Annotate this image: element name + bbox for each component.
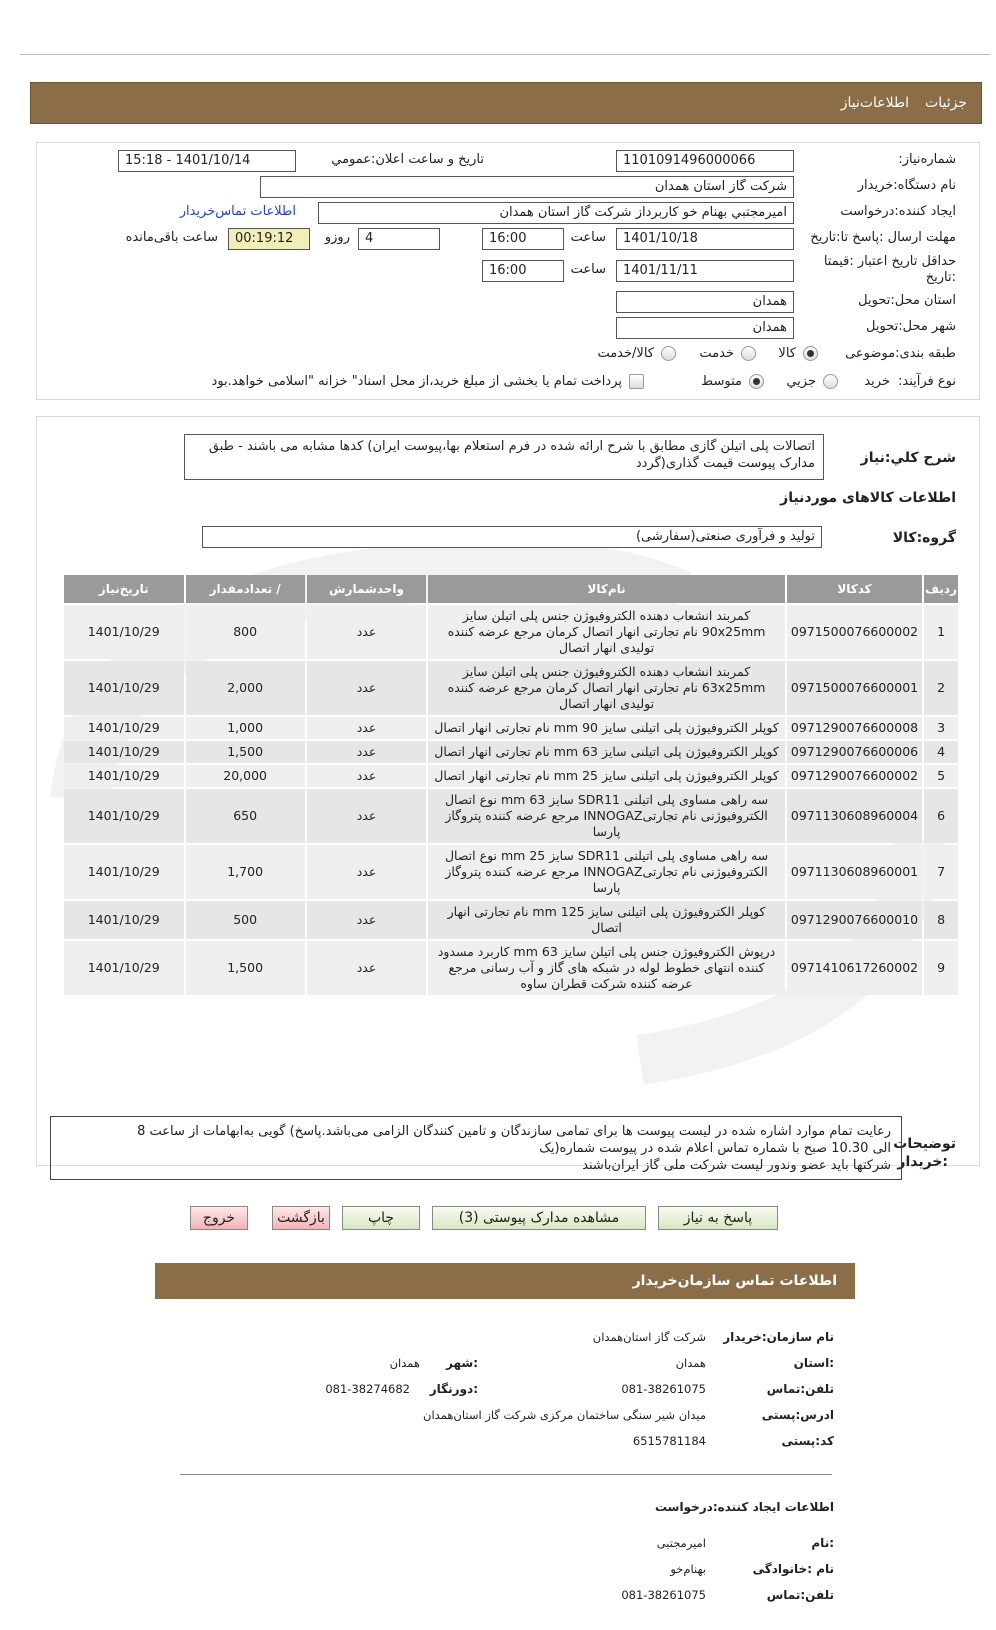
creator-phone-value: 081-38261075 bbox=[621, 1588, 706, 1602]
need-number-label: شماره‌نیاز: bbox=[898, 152, 956, 167]
table-header-row bbox=[64, 575, 958, 603]
col-name: نام‌کالا bbox=[428, 575, 785, 603]
cell-unit: عدد bbox=[307, 605, 426, 659]
cell-unit: عدد bbox=[307, 789, 426, 843]
creator-family-value: بهنام‌خو bbox=[670, 1562, 706, 1576]
cell-code: 0971290076600010 bbox=[787, 901, 922, 939]
cell-name: کوپلر الکتروفیوژن پلی اتیلنی سایز 25 mm نام تجارتی انهار اتصال bbox=[428, 765, 785, 787]
postal-label: کد‌:پستی bbox=[781, 1434, 834, 1448]
category-label: طبقه بندی‌:موضوعی bbox=[845, 346, 956, 361]
cell-unit: عدد bbox=[307, 741, 426, 763]
cell-row-number: 5 bbox=[924, 765, 958, 787]
col-date: تاریخ‌نیاز bbox=[64, 575, 184, 603]
creator-info-title: اطلاعات ایجاد کننده‌:درخواست bbox=[654, 1500, 834, 1514]
notes-line-3: شرکتها بايد عضو وندور ليست شرکت ملی گاز ايران‌باشند bbox=[582, 1158, 891, 1173]
cell-qty: 2,000 bbox=[186, 661, 305, 715]
cell-qty: 1,500 bbox=[186, 941, 305, 995]
notes-label: توضیحات bbox=[893, 1136, 956, 1152]
deadline-label: مهلت ارسال ‌:پاسخ تا‌:تاریخ bbox=[810, 230, 956, 245]
creator-name-label: :نام bbox=[811, 1536, 834, 1550]
need-number-field: 1101091496000066 bbox=[616, 150, 794, 172]
back-button[interactable]: بازگشت bbox=[272, 1206, 330, 1230]
notes-label-2: :خریدار bbox=[897, 1154, 948, 1170]
remaining-time-field: 00:19:12 bbox=[228, 228, 310, 250]
category-goods-service-label: کالا/خدمت bbox=[597, 346, 654, 361]
category-goods-radio[interactable] bbox=[803, 346, 818, 361]
fax-label: :دورنگار bbox=[429, 1382, 478, 1396]
cell-name: کوپلر الکتروفیوژن پلی اتیلنی سایز 90 mm نام تجارتی انهار اتصال bbox=[428, 717, 785, 739]
creator-name-value: اميرمجتبی bbox=[656, 1536, 706, 1550]
buyer-contact-link[interactable]: اطلاعات تماس‌خریدار bbox=[179, 204, 296, 219]
notes-line-1: رعايت تمام موارد اشاره شده در ليست پيوست ها برای تمامی سازندگان و تامين کنندگان الزامی می‌باشد.پاسخ) گويی به‌ابهامات از ساعت 8 bbox=[137, 1124, 891, 1139]
exit-button[interactable]: خروج bbox=[190, 1206, 248, 1230]
cell-code: 0971130608960004 bbox=[787, 789, 922, 843]
table-row bbox=[64, 741, 958, 763]
cell-unit: عدد bbox=[307, 717, 426, 739]
cell-name: سه راهی مساوی پلی اتیلنی SDR11 سایز 63 mm نوع اتصال الکتروفیوژنی نام تجارتیINNOGAZ مرجع عرضه کننده پتروگاز پارسا bbox=[428, 789, 785, 843]
goods-info-title: اطلاعات کالاهای موردنیاز bbox=[780, 490, 956, 506]
cell-date: 1401/10/29 bbox=[64, 845, 184, 899]
cell-row-number: 1 bbox=[924, 605, 958, 659]
print-button[interactable]: چاپ bbox=[342, 1206, 420, 1230]
cell-row-number: 6 bbox=[924, 789, 958, 843]
province-contact-value: همدان bbox=[675, 1356, 706, 1370]
treasury-payment-checkbox[interactable] bbox=[629, 374, 644, 389]
process-label: نوع فرآیند‌: bbox=[898, 374, 956, 389]
table-row bbox=[64, 661, 958, 715]
address-value: ميدان شير سنگی ساختمان مرکزی شرکت گاز استان‌همدان bbox=[423, 1408, 706, 1422]
validity-time-label: ساعت bbox=[570, 262, 606, 277]
city-contact-value: همدان bbox=[389, 1356, 420, 1370]
reply-button[interactable]: پاسخ به نیاز bbox=[658, 1206, 778, 1230]
summary-line-1: اتصالات پلی اتيلن گازی مطابق با شرح ارائه شده در فرم استعلام بها،پيوست ايران) کدها مشابه می باشند - طبق bbox=[208, 439, 815, 454]
validity-label: حداقل تاریخ اعتبار ‌:قیمتا bbox=[823, 254, 956, 269]
size-medium-label: متوسط bbox=[701, 374, 742, 389]
table-row bbox=[64, 789, 958, 843]
category-service-radio[interactable] bbox=[741, 346, 756, 361]
process-value: خرید bbox=[864, 374, 890, 389]
address-label: ادرس‌:پستی bbox=[761, 1408, 834, 1422]
cell-date: 1401/10/29 bbox=[64, 661, 184, 715]
col-unit: واحدشمارش bbox=[307, 575, 426, 603]
creator-label: ایجاد کننده‌:درخواست bbox=[840, 204, 956, 219]
cell-unit: عدد bbox=[307, 941, 426, 995]
org-label: نام سازمان‌:خریدار bbox=[723, 1330, 834, 1344]
city-field: همدان bbox=[616, 317, 794, 339]
cell-row-number: 2 bbox=[924, 661, 958, 715]
validity-date-field: 1401/11/11 bbox=[616, 260, 794, 282]
buyer-field: شركت گاز استان همدان bbox=[260, 176, 794, 198]
treasury-payment-text: پرداخت تمام یا بخشی از مبلغ خرید،از محل اسناد" خزانه "اسلامی خواهد.بود bbox=[211, 374, 622, 389]
cell-unit: عدد bbox=[307, 845, 426, 899]
table-row bbox=[64, 765, 958, 787]
summary-line-2: مدارک پيوست قيمت گذاری(گردد bbox=[635, 456, 815, 471]
cell-code: 0971500076600002 bbox=[787, 605, 922, 659]
cell-date: 1401/10/29 bbox=[64, 941, 184, 995]
cell-code: 0971130608960001 bbox=[787, 845, 922, 899]
cell-row-number: 7 bbox=[924, 845, 958, 899]
remaining-label: ساعت باقی‌مانده bbox=[125, 230, 218, 245]
table-row bbox=[64, 941, 958, 995]
cell-name: کمربند انشعاب دهنده الکتروفیوژن جنس پلی اتیلن سایز 63x25mm نام تجارتی انهار اتصال کرمان مرجع عرضه کننده تولیدی انهار اتصال bbox=[428, 661, 785, 715]
city-contact-label: :شهر bbox=[446, 1356, 478, 1370]
cell-qty: 500 bbox=[186, 901, 305, 939]
cell-code: 0971500076600001 bbox=[787, 661, 922, 715]
tab-need-info[interactable]: اطلاعات‌نیاز bbox=[840, 95, 910, 111]
goods-table bbox=[62, 573, 960, 997]
page-header bbox=[30, 82, 982, 124]
cell-qty: 1,000 bbox=[186, 717, 305, 739]
cell-qty: 20,000 bbox=[186, 765, 305, 787]
announce-label: تاریخ و ساعت اعلان‌:عمومي bbox=[331, 152, 484, 167]
deadline-date-field: 1401/10/18 bbox=[616, 228, 794, 250]
cell-qty: 1,700 bbox=[186, 845, 305, 899]
creator-family-label: نام ‌:خانوادگی bbox=[752, 1562, 834, 1576]
table-row bbox=[64, 717, 958, 739]
postal-value: 6515781184 bbox=[632, 1434, 706, 1448]
cell-name: کوپلر الکتروفیوژن پلی اتیلنی سایز 63 mm نام تجارتی انهار اتصال bbox=[428, 741, 785, 763]
buyer-notes bbox=[50, 1116, 902, 1180]
phone-value: 081-38261075 bbox=[621, 1382, 706, 1396]
col-code: کدکالا bbox=[787, 575, 922, 603]
cell-date: 1401/10/29 bbox=[64, 605, 184, 659]
province-contact-label: :استان bbox=[793, 1356, 834, 1370]
cell-qty: 650 bbox=[186, 789, 305, 843]
days-label: روزو bbox=[324, 230, 350, 245]
goods-group-field: تولید و فرآوری صنعتی(سفارشی) bbox=[202, 526, 822, 548]
attachments-button[interactable]: مشاهده مدارک پیوستی (3) bbox=[432, 1206, 646, 1230]
city-label: شهر محل‌:تحویل bbox=[866, 319, 956, 334]
size-small-label: جزيي bbox=[786, 374, 816, 389]
fax-value: 081-38274682 bbox=[325, 1382, 410, 1396]
cell-date: 1401/10/29 bbox=[64, 765, 184, 787]
size-medium-radio[interactable] bbox=[749, 374, 764, 389]
contact-header: اطلاعات تماس سازمان‌خریدار bbox=[155, 1263, 855, 1299]
cell-qty: 1,500 bbox=[186, 741, 305, 763]
province-field: همدان bbox=[616, 291, 794, 313]
cell-unit: عدد bbox=[307, 901, 426, 939]
col-qty: / تعداد‌مقدار bbox=[186, 575, 305, 603]
creator-field: اميرمجتبي بهنام خو كاربرداز شركت گاز استان همدان bbox=[318, 202, 794, 224]
cell-unit: عدد bbox=[307, 661, 426, 715]
summary-label: شرح کلي‌:نیاز bbox=[860, 450, 956, 466]
cell-code: 0971290076600006 bbox=[787, 741, 922, 763]
table-row bbox=[64, 605, 958, 659]
days-field: 4 bbox=[358, 228, 440, 250]
table-row bbox=[64, 901, 958, 939]
size-small-radio[interactable] bbox=[823, 374, 838, 389]
cell-row-number: 9 bbox=[924, 941, 958, 995]
goods-group-label: گروه‌:کالا bbox=[892, 530, 956, 546]
cell-unit: عدد bbox=[307, 765, 426, 787]
deadline-time-label: ساعت bbox=[570, 230, 606, 245]
announce-date-field: 1401/10/14 - 15:18 bbox=[118, 150, 296, 172]
cell-name: کمربند انشعاب دهنده الکتروفیوژن جنس پلی اتیلن سایز 90x25mm نام تجارتی انهار اتصال کرمان مرجع عرضه کننده تولیدی انهار اتصال bbox=[428, 605, 785, 659]
cell-row-number: 8 bbox=[924, 901, 958, 939]
category-goods-label: کالا bbox=[778, 346, 796, 361]
cell-date: 1401/10/29 bbox=[64, 901, 184, 939]
validity-time-field: 16:00 bbox=[482, 260, 564, 282]
cell-code: 0971290076600002 bbox=[787, 765, 922, 787]
cell-date: 1401/10/29 bbox=[64, 789, 184, 843]
cell-row-number: 3 bbox=[924, 717, 958, 739]
cell-code: 0971410617260002 bbox=[787, 941, 922, 995]
cell-name: سه راهی مساوی پلی اتیلنی SDR11 سایز 25 mm نوع اتصال الکتروفیوژنی نام تجارتیINNOGAZ مرجع عرضه کننده پتروگاز پارسا bbox=[428, 845, 785, 899]
cell-date: 1401/10/29 bbox=[64, 741, 184, 763]
table-row bbox=[64, 845, 958, 899]
cell-name: کوپلر الکتروفیوژن پلی اتیلنی سایز 125 mm نام تجارتی انهار اتصال bbox=[428, 901, 785, 939]
notes-line-2: الی 10.30 صبح با شماره تماس اعلام شده در پيوست شماره(يک bbox=[539, 1141, 891, 1156]
phone-label: تلفن‌:تماس bbox=[766, 1382, 834, 1396]
tab-details[interactable]: جزئیات bbox=[925, 95, 967, 111]
top-divider bbox=[20, 54, 990, 55]
cell-code: 0971290076600008 bbox=[787, 717, 922, 739]
province-label: استان محل‌:تحویل bbox=[858, 293, 956, 308]
cell-name: درپوش الکتروفیوژن جنس پلی اتیلن سایز 63 mm کاربرد مسدود کننده انتهای خطوط لوله در شبکه های گاز و آب رسانی مرجع عرضه کننده شرکت قطران ساوه bbox=[428, 941, 785, 995]
creator-phone-label: تلفن‌:تماس bbox=[766, 1588, 834, 1602]
org-value: شركت گاز استان‌همدان bbox=[592, 1330, 706, 1344]
deadline-time-field: 16:00 bbox=[482, 228, 564, 250]
col-row: ردیف bbox=[924, 575, 958, 603]
contact-divider bbox=[180, 1474, 832, 1475]
cell-row-number: 4 bbox=[924, 741, 958, 763]
category-service-label: خدمت bbox=[699, 346, 734, 361]
cell-date: 1401/10/29 bbox=[64, 717, 184, 739]
buyer-label: نام دستگاه‌:خریدار bbox=[857, 178, 956, 193]
summary-text bbox=[184, 434, 824, 480]
cell-qty: 800 bbox=[186, 605, 305, 659]
validity-label-2: :تاریخ bbox=[925, 270, 956, 285]
category-goods-service-radio[interactable] bbox=[661, 346, 676, 361]
